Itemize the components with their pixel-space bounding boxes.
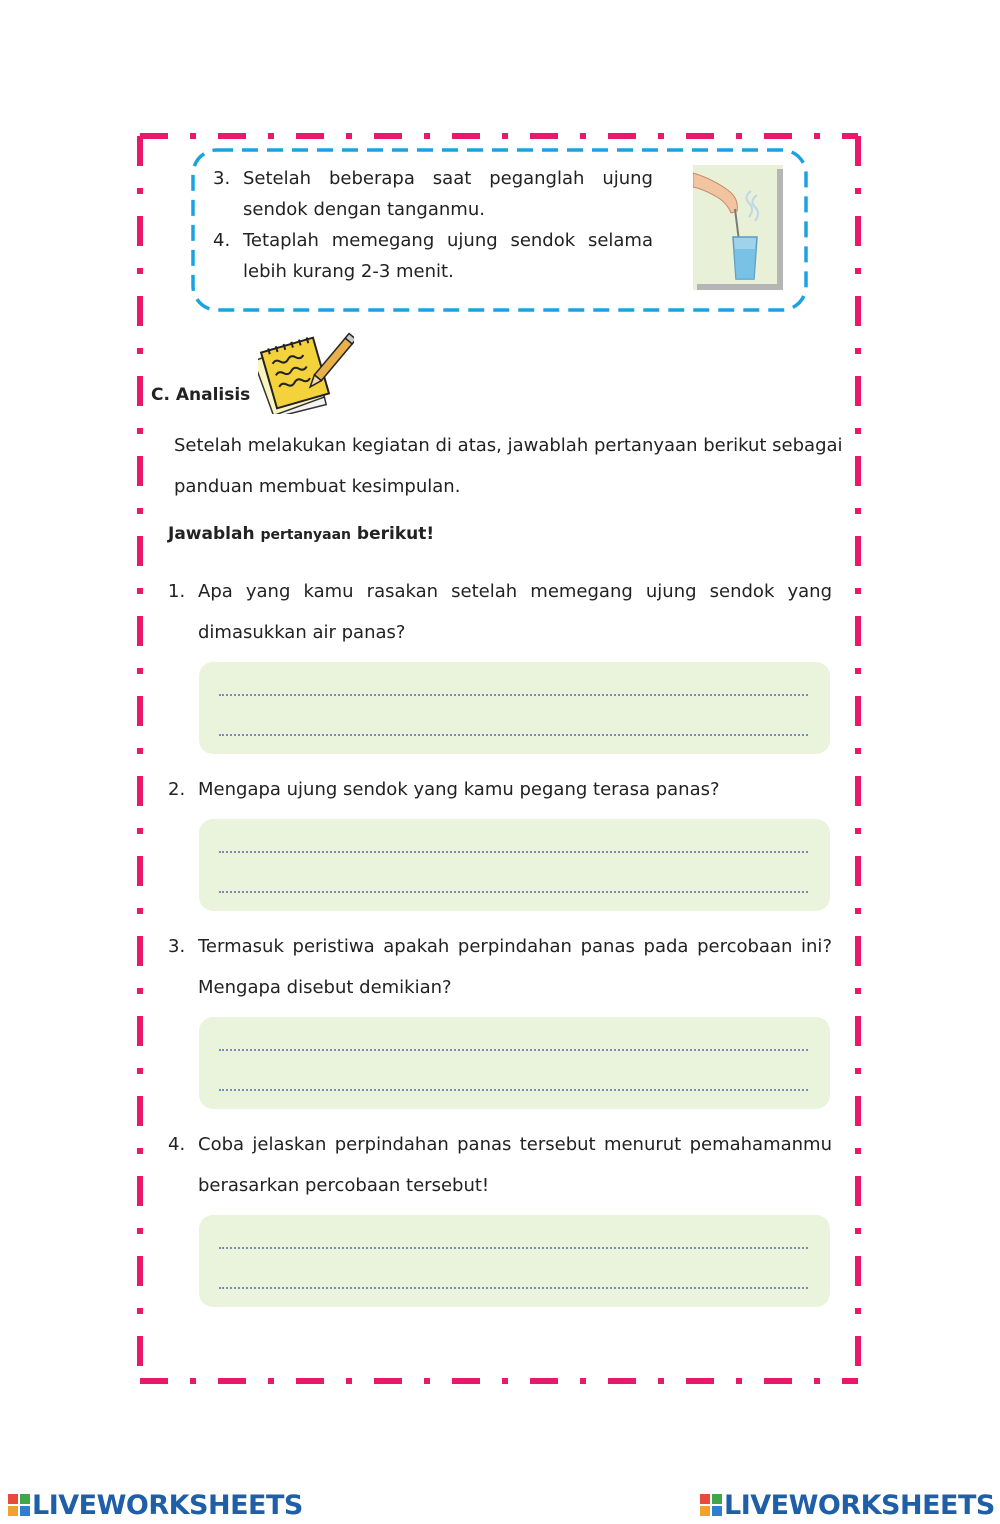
question-text: Mengapa ujung sendok yang kamu pegang terasa panas? bbox=[198, 779, 720, 800]
section-title: C. Analisis bbox=[151, 385, 251, 405]
instruction-part-a: Jawablah bbox=[168, 524, 261, 544]
dotted-line bbox=[219, 1287, 808, 1289]
dotted-line bbox=[219, 694, 808, 696]
step-number: 4. bbox=[213, 230, 231, 251]
question-3 bbox=[168, 926, 832, 1008]
question-number: 3. bbox=[168, 936, 186, 957]
answer-field-1-line-1[interactable] bbox=[219, 670, 808, 702]
step-text: Tetaplah memegang ujung sendok selama lebih kurang 2-3 menit. bbox=[243, 230, 653, 282]
notepad-pencil-icon bbox=[258, 328, 354, 414]
step-number: 3. bbox=[213, 168, 231, 189]
dotted-line bbox=[219, 891, 808, 893]
instruction bbox=[168, 524, 434, 544]
step-text: Setelah beberapa saat peganglah ujung sendok dengan tanganmu. bbox=[243, 168, 653, 220]
answer-box-3 bbox=[199, 1017, 830, 1109]
dotted-line bbox=[219, 1049, 808, 1051]
step-item-3 bbox=[213, 163, 653, 225]
question-text: Termasuk peristiwa apakah perpindahan panas pada percobaan ini? Mengapa disebut demikian? bbox=[198, 936, 832, 998]
question-2 bbox=[168, 769, 832, 810]
liveworksheets-logo-icon bbox=[700, 1494, 722, 1516]
spoon-in-glass-illustration bbox=[693, 165, 783, 290]
question-1 bbox=[168, 571, 832, 653]
question-text: Coba jelaskan perpindahan panas tersebut menurut pemahamanmu berasarkan percobaan tersebut! bbox=[198, 1134, 832, 1196]
liveworksheets-logo-icon bbox=[8, 1494, 30, 1516]
step-item-4 bbox=[213, 225, 653, 287]
dotted-line bbox=[219, 734, 808, 736]
answer-field-2-line-1[interactable] bbox=[219, 827, 808, 859]
question-number: 4. bbox=[168, 1134, 186, 1155]
dotted-line bbox=[219, 1089, 808, 1091]
dotted-line bbox=[219, 1247, 808, 1249]
instruction-part-small: pertanyaan bbox=[260, 527, 351, 543]
answer-field-3-line-1[interactable] bbox=[219, 1025, 808, 1057]
question-number: 1. bbox=[168, 581, 186, 602]
section-intro: Setelah melakukan kegiatan di atas, jawablah pertanyaan berikut sebagai panduan membuat kesimpulan. bbox=[174, 435, 843, 497]
instruction-part-b: berikut! bbox=[350, 524, 435, 544]
answer-field-4-line-1[interactable] bbox=[219, 1223, 808, 1255]
answer-box-4 bbox=[199, 1215, 830, 1307]
question-4 bbox=[168, 1124, 832, 1206]
brand-logo-right[interactable]: LIVEWORKSHEETS bbox=[724, 1490, 995, 1521]
dotted-line bbox=[219, 851, 808, 853]
question-number: 2. bbox=[168, 779, 186, 800]
brand-logo-left[interactable]: LIVEWORKSHEETS bbox=[32, 1490, 303, 1521]
question-text: Apa yang kamu rasakan setelah memegang ujung sendok yang dimasukkan air panas? bbox=[198, 581, 832, 643]
answer-box-1 bbox=[199, 662, 830, 754]
answer-box-2 bbox=[199, 819, 830, 911]
